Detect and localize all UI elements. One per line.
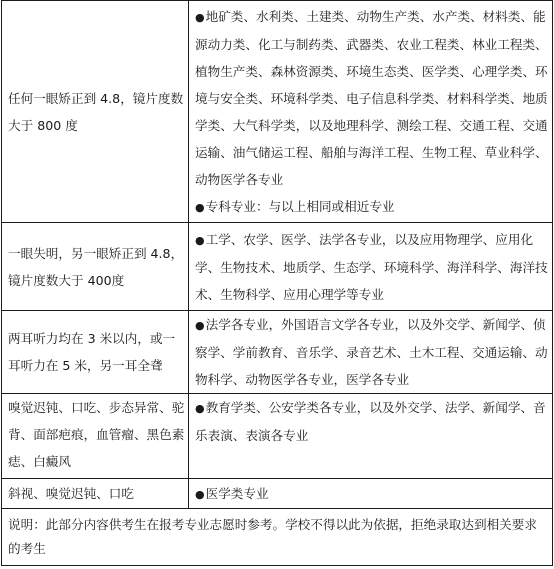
majors-cell [189, 479, 553, 509]
table-row [2, 394, 553, 479]
majors-cell [189, 223, 553, 311]
condition-cell: 嗅觉迟钝、口吃、步态异常、驼背、面部疤痕，血管瘤、黑色素痣、白癜风 [2, 394, 189, 479]
table-row [2, 509, 553, 566]
majors-cell [189, 1, 553, 223]
majors-item: ●地矿类、水利类、土建类、动物生产类、水产类、材料类、能源动力类、化工与制药类、武器类、农业工程类、林业工程类、植物生产类、森林资源类、环境生态类、医学类、心理学类、环境与安全类、环境科学类、电子信息科学类、材料科学类、地质学类、大气科学类，以及地理科学、测绘工程、交通工程、交通运输、油气储运工程、船舶与海洋工程、生物工程、草业科学、动物医学各专业 [195, 8, 548, 187]
note-cell: 说明：此部分内容供考生在报考专业志愿时参考。学校不得以此为依据，拒绝录取达到相关要求的考生 [2, 509, 553, 566]
condition-cell: 任何一眼矫正到 4.8，镜片度数大于 800 度 [2, 1, 189, 223]
condition-cell: 两耳听力均在 3 米以内，或一耳听力在 5 米，另一耳全聋 [2, 311, 189, 394]
majors-item: ●工学、农学、医学、法学各专业，以及应用物理学、应用化学、生物技术、地质学、生态学、环境科学、海洋科学、海洋技术、生物科学、应用心理学等专业 [195, 231, 548, 302]
majors-cell [189, 311, 553, 394]
table-row [2, 479, 553, 509]
bullet-icon: ● [195, 233, 205, 247]
bullet-icon: ● [195, 319, 205, 332]
majors-item: ●法学各专业，外国语言文学各专业，以及外交学、新闻学、侦察学、学前教育、音乐学、录音艺术、土木工程、交通运输、动物科学、动物医学各专业，医学各专业 [195, 317, 548, 387]
bullet-icon: ● [195, 10, 205, 24]
condition-cell: 斜视、嗅觉迟钝、口吃 [2, 479, 189, 509]
table-row [2, 311, 553, 394]
majors-cell [189, 394, 553, 479]
bullet-icon: ● [195, 200, 205, 214]
table-row [2, 223, 553, 311]
majors-item: ●专科专业：与以上相同或相近专业 [195, 198, 395, 214]
majors-item: ●教育学类、公安学类各专业，以及外交学、法学、新闻学、音乐表演、表演各专业 [195, 400, 546, 443]
restrictions-table [1, 0, 553, 566]
table-row [2, 1, 553, 223]
bullet-icon: ● [195, 487, 205, 501]
bullet-icon: ● [195, 402, 205, 415]
condition-cell: 一眼失明，另一眼矫正到 4.8，镜片度数大于 400度 [2, 223, 189, 311]
majors-item: ●医学类专业 [195, 485, 269, 501]
